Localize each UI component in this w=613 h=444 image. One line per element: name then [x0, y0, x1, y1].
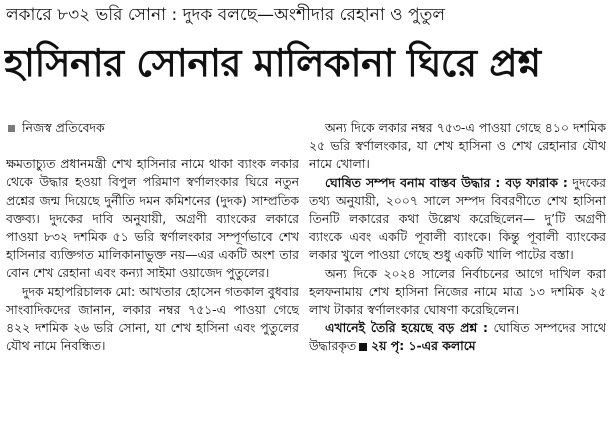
continuation-note: ২য় পৃ: ১-এর কলামে	[371, 338, 476, 354]
paragraph-4	[309, 174, 606, 265]
paragraph-4-body: দুদকের তথ্য অনুযায়ী, ২০০৭ সালে সম্পদ বিবরণীতে শেখ হাসিনা তিনটি লকারের কথা উল্লেখ করেছিলেন— দু’টি অগ্রণী ব্যাংকে এবং একটি পূবালী ব্যাংকে। কিন্তু পূবালী ব্যাংকের লকার খুলে পাওয়া গেছে শুধু একটি খালি পাটের বস্তা।	[309, 174, 606, 263]
subhead-big-question: এখানেই তৈরি হয়েছে বড় প্রশ্ন :	[325, 320, 488, 336]
paragraph-2: দুদক মহাপরিচালক মো: আখতার হোসেন গতকাল বুধবার সাংবাদিকদের জানান, লকার নম্বর ৭৫১-এ পাওয়া গেছে ৪২২ দশমিক ২৬ ভরি সোনা, যা শেখ হাসিনা এবং পুতুলের যৌথ নামে নিবন্ধিত।	[6, 283, 299, 354]
article-column-left	[6, 119, 299, 437]
paragraph-3: অন্য দিকে লকার নম্বর ৭৫৩-এ পাওয়া গেছে ৪১০ দশমিক ২৫ ভরি স্বর্ণালংকার, যা শেখ হাসিনা ও শেখ রেহানার যৌথ নামে খোলা।	[309, 120, 606, 172]
kicker-line: লকারে ৮৩২ ভরি সোনা : দুদক বলছে—অংশীদার রেহানা ও পুতুল	[6, 5, 446, 25]
article-column-right	[309, 119, 606, 441]
paragraph-1: ক্ষমতাচ্যুত প্রধানমন্ত্রী শেখ হাসিনার নামে থাকা ব্যাংক লকার থেকে উদ্ধার হওয়া বিপুল পরিমাণ স্বর্ণালংকার ঘিরে নতুন প্রশ্নের জন্ম দিয়েছে দুর্নীতি দমন কমিশনের (দুদক) সাম্প্রতিক বক্তব্য। দুদকের দাবি অনুযায়ী, অগ্রণী ব্যাংকের লকারে পাওয়া ৮৩২ দশমিক ৫১ ভরি স্বর্ণালংকার সম্পূর্ণভাবে শেখ হাসিনার ব্যক্তিগত মালিকানাভুক্ত নয়—এর একটি অংশ তার বোন শেখ রেহানা এবং কন্যা সাইমা ওয়াজেদ পুতুলের।	[6, 156, 299, 281]
paragraph-5: অন্য দিকে ২০২৪ সালের নির্বাচনের আগে দাখিল করা হলফনামায় শেখ হাসিনা নিজের নামে মাত্র ১৩ দশমিক ২৫ লাখ টাকার স্বর্ণালংকার ঘোষণা করেছিলেন।	[309, 265, 606, 318]
subhead-declared-vs-recovered: ঘোষিত সম্পদ বনাম বাস্তব উদ্ধার : বড় ফারাক :	[325, 174, 568, 190]
paragraph-6	[309, 319, 606, 355]
headline: হাসিনার সোনার মালিকানা ঘিরে প্রশ্ন	[4, 41, 541, 85]
byline	[6, 119, 299, 137]
byline-text: নিজস্ব প্রতিবেদক	[22, 120, 105, 135]
byline-square-icon	[8, 125, 15, 132]
continuation-square-icon	[359, 343, 367, 351]
paragraph-6-body: ঘোষিত সম্পদের সাথে উদ্ধারকৃত	[309, 320, 606, 354]
